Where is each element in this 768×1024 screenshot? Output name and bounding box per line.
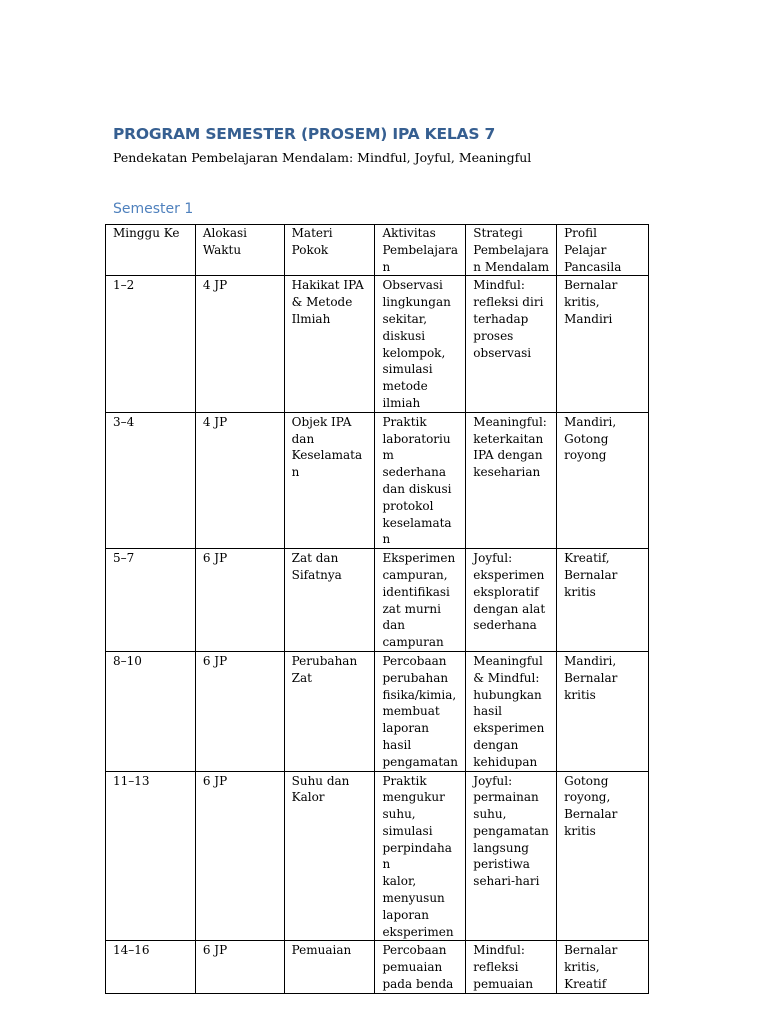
prosem-table	[105, 224, 649, 994]
table-cell: Meaningful & Mindful: hubungkan hasil eksperimen dengan kehidupan	[466, 651, 557, 771]
table-cell: Suhu dan Kalor	[284, 771, 375, 941]
header-minggu-ke: Minggu Ke	[106, 225, 196, 276]
table-cell: Percobaan perubahan fisika/kimia, membuat laporan hasil pengamatan	[375, 651, 466, 771]
table-cell: Joyful: permainan suhu, pengamatan langsung peristiwa sehari-hari	[466, 771, 557, 941]
table-cell: 11–13	[106, 771, 196, 941]
table-cell: 4 JP	[195, 276, 284, 412]
table-row	[106, 412, 649, 548]
table-row	[106, 771, 649, 941]
table-cell: Pemuaian	[284, 941, 375, 993]
table-cell: Objek IPA dan Keselamatan	[284, 412, 375, 548]
table-cell: Zat dan Sifatnya	[284, 549, 375, 652]
table-cell: 3–4	[106, 412, 196, 548]
table-row	[106, 651, 649, 771]
table-cell: Bernalar kritis, Kreatif	[557, 941, 649, 993]
table-cell: 4 JP	[195, 412, 284, 548]
table-cell: 6 JP	[195, 771, 284, 941]
table-cell: Eksperimen campuran, identifikasi zat murni dan campuran	[375, 549, 466, 652]
table-cell: 6 JP	[195, 651, 284, 771]
table-cell: Percobaan pemuaian pada benda	[375, 941, 466, 993]
table-cell: Mindful: refleksi pemuaian	[466, 941, 557, 993]
table-body	[106, 276, 649, 993]
header-materi-pokok: Materi Pokok	[284, 225, 375, 276]
table-cell: Gotong royong, Bernalar kritis	[557, 771, 649, 941]
header-alokasi-waktu: Alokasi Waktu	[195, 225, 284, 276]
table-cell: Mandiri, Gotong royong	[557, 412, 649, 548]
section-heading: Semester 1	[113, 201, 194, 217]
table-cell: Mandiri, Bernalar kritis	[557, 651, 649, 771]
table-cell: 6 JP	[195, 941, 284, 993]
table-cell: 6 JP	[195, 549, 284, 652]
header-strategi-pembelajaran: Strategi Pembelajara n Mendalam	[466, 225, 557, 276]
table-cell: Praktik mengukur suhu, simulasi perpindahan kalor, menyusun laporan eksperimen	[375, 771, 466, 941]
table-cell: Praktik laboratoriu m sederhana dan diskusi protokol keselamatan	[375, 412, 466, 548]
table-cell: Hakikat IPA & Metode Ilmiah	[284, 276, 375, 412]
table-cell: Meaningful: keterkaitan IPA dengan keseharian	[466, 412, 557, 548]
table-cell: Bernalar kritis, Mandiri	[557, 276, 649, 412]
header-aktivitas-pembelajaran: Aktivitas Pembelajara n	[375, 225, 466, 276]
table-cell: 1–2	[106, 276, 196, 412]
header-profil-pelajar: Profil Pelajar Pancasila	[557, 225, 649, 276]
table-cell: 5–7	[106, 549, 196, 652]
table-cell: Observasi lingkungan sekitar, diskusi kelompok, simulasi metode ilmiah	[375, 276, 466, 412]
table-cell: 14–16	[106, 941, 196, 993]
table-row	[106, 549, 649, 652]
table-cell: Mindful: refleksi diri terhadap proses observasi	[466, 276, 557, 412]
document-subtitle: Pendekatan Pembelajaran Mendalam: Mindful, Joyful, Meaningful	[113, 150, 532, 165]
table-row	[106, 941, 649, 993]
table-header-row	[106, 225, 649, 276]
table-cell: Perubahan Zat	[284, 651, 375, 771]
table-cell: Kreatif, Bernalar kritis	[557, 549, 649, 652]
document-title: PROGRAM SEMESTER (PROSEM) IPA KELAS 7	[113, 125, 496, 143]
table-row	[106, 276, 649, 412]
table-cell: Joyful: eksperimen eksploratif dengan alat sederhana	[466, 549, 557, 652]
table-cell: 8–10	[106, 651, 196, 771]
